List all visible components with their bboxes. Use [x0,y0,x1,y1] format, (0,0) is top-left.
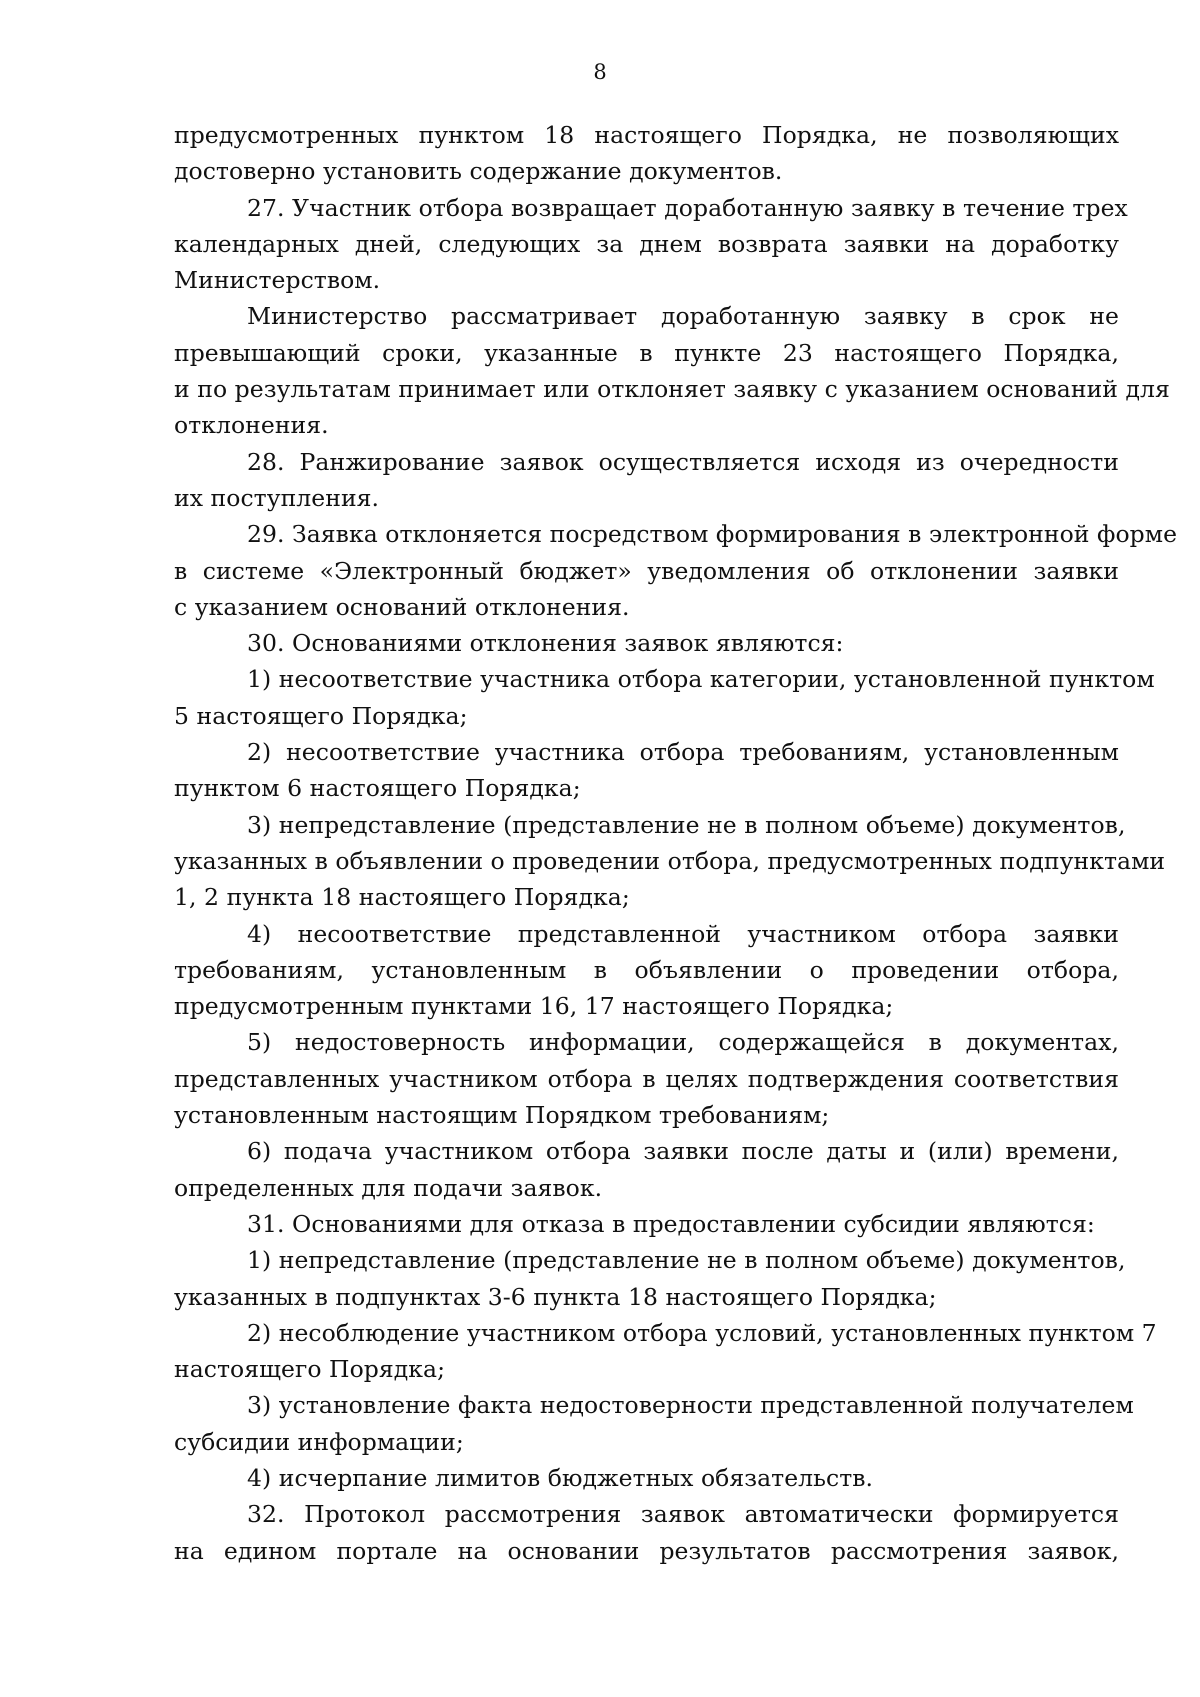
paragraph [174,190,1128,299]
paragraph [174,117,1119,190]
text-line: Министерство рассматривает доработанную заявку в срок не [247,302,1119,331]
text-line: календарных дней, следующих за днем возврата заявки на доработку [174,229,1119,258]
document-body [174,117,1178,1569]
paragraph [174,1387,1134,1460]
paragraph [174,661,1155,734]
text-line: отклонения. [174,411,329,440]
text-line: 1) несоответствие участника отбора категории, установленной пунктом [247,665,1155,694]
text-line: указанных в объявлении о проведении отбора, предусмотренных подпунктами [174,846,1166,875]
text-line: 31. Основаниями для отказа в предоставлении субсидии являются: [247,1209,1095,1238]
text-line: Министерством. [174,266,381,295]
paragraph [174,625,1119,661]
text-line: в системе «Электронный бюджет» уведомления об отклонении заявки [174,556,1119,585]
text-line: 4) несоответствие представленной участником отбора заявки [247,919,1119,948]
text-line: 3) установление факта недостоверности представленной получателем [247,1391,1134,1420]
text-line: 5 настоящего Порядка; [174,701,468,730]
paragraph [174,444,1119,517]
text-line: превышающий сроки, указанные в пункте 23 настоящего Порядка, [174,338,1119,367]
text-line: установленным настоящим Порядком требованиям; [174,1101,830,1130]
paragraph [174,1133,1119,1206]
paragraph [174,298,1170,443]
paragraph [174,1315,1157,1388]
text-line: 5) недостоверность информации, содержащейся в документах, [247,1028,1119,1057]
paragraph [174,916,1119,1025]
text-line: 3) непредставление (представление не в полном объеме) документов, [247,810,1126,839]
text-line: пунктом 6 настоящего Порядка; [174,774,581,803]
paragraph [174,734,1119,807]
text-line: 30. Основаниями отклонения заявок являются: [247,629,844,658]
text-line: указанных в подпунктах 3-6 пункта 18 настоящего Порядка; [174,1282,937,1311]
paragraph [174,1242,1126,1315]
text-line: субсидии информации; [174,1427,464,1456]
text-line: достоверно установить содержание документов. [174,157,783,186]
text-line: на едином портале на основании результатов рассмотрения заявок, [174,1536,1119,1565]
paragraph [174,807,1166,916]
text-line: их поступления. [174,483,380,512]
text-line: 2) несоответствие участника отбора требованиям, установленным [247,738,1119,767]
text-line: определенных для подачи заявок. [174,1173,603,1202]
text-line: и по результатам принимает или отклоняет заявку с указанием оснований для [174,375,1170,404]
text-line: с указанием оснований отклонения. [174,592,630,621]
text-line: 28. Ранжирование заявок осуществляется исходя из очередности [247,447,1119,476]
paragraph [174,516,1178,625]
text-line: 2) несоблюдение участником отбора условий, установленных пунктом 7 [247,1318,1157,1347]
text-line: требованиям, установленным в объявлении о проведении отбора, [174,955,1119,984]
text-line: настоящего Порядка; [174,1355,446,1384]
text-line: 4) исчерпание лимитов бюджетных обязательств. [247,1463,874,1492]
paragraph [174,1024,1119,1133]
paragraph [174,1206,1119,1242]
page-number: 8 [593,60,607,84]
text-line: 1, 2 пункта 18 настоящего Порядка; [174,883,630,912]
text-line: предусмотренным пунктами 16, 17 настоящего Порядка; [174,992,894,1021]
text-line: предусмотренных пунктом 18 настоящего Порядка, не позволяющих [174,121,1119,149]
text-line: 6) подача участником отбора заявки после даты и (или) времени, [247,1137,1119,1166]
text-line: 27. Участник отбора возвращает доработанную заявку в течение трех [247,193,1128,222]
text-line: 32. Протокол рассмотрения заявок автоматически формируется [247,1500,1119,1529]
text-line: 1) непредставление (представление не в полном объеме) документов, [247,1246,1126,1275]
text-line: представленных участником отбора в целях подтверждения соответствия [174,1064,1119,1093]
paragraph [174,1496,1119,1569]
text-line: 29. Заявка отклоняется посредством формирования в электронной форме [247,520,1178,549]
paragraph [174,1460,1119,1496]
